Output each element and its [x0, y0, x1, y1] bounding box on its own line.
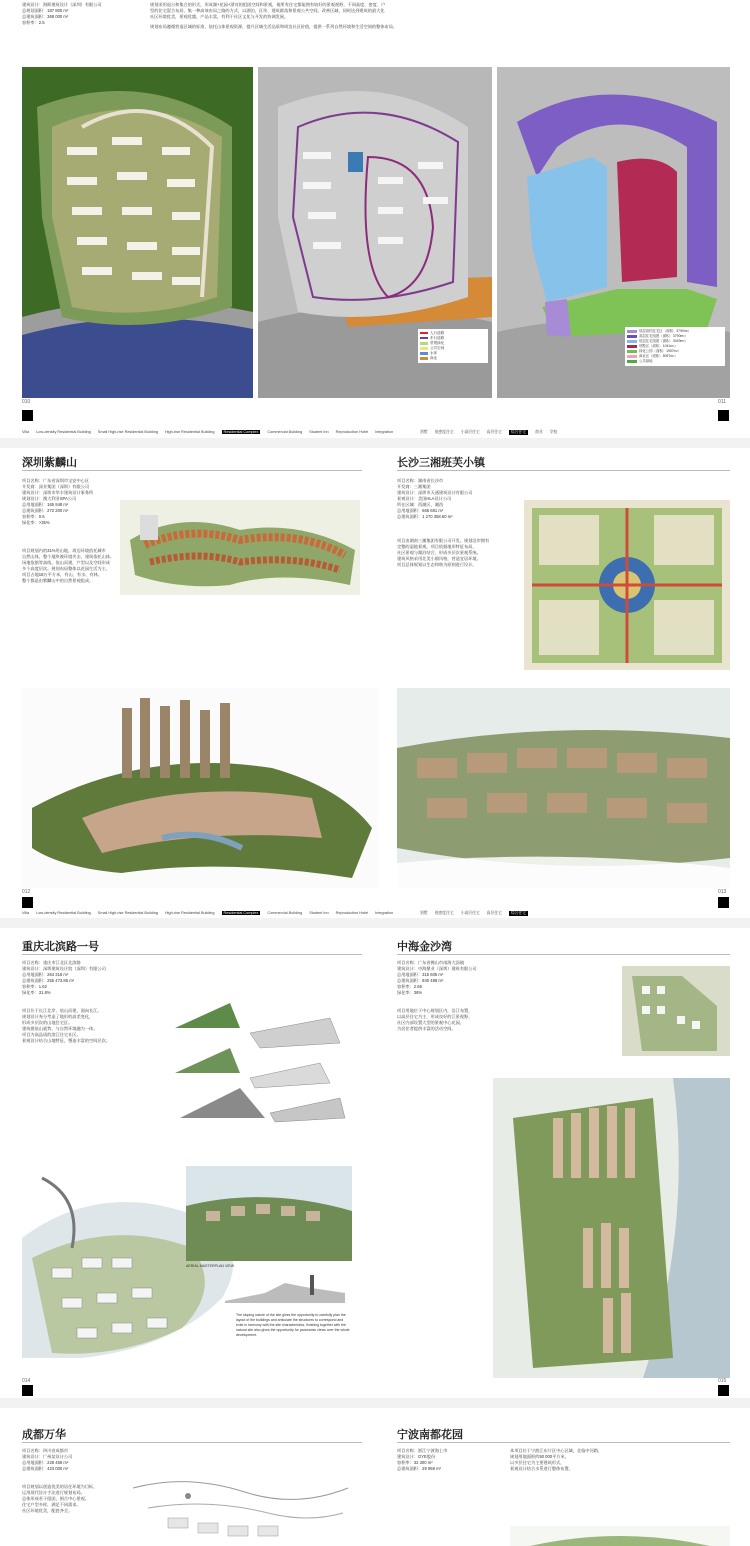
site-plan	[622, 966, 730, 1056]
project-description: 项目位于长江北岸，依山而建，面向长江。 规划设计充分考虑了地形的高差变化， 形成多层次的山地住宅区。 建筑群依山就势，与自然环境融为一体。 项目为高品质的滨江住宅社区。 景观设计结合山地特征，塑造丰富的空间层次。	[22, 1008, 110, 1043]
footer-item: Integration	[375, 430, 394, 434]
spread-2	[0, 448, 750, 918]
footer-item: 别墅	[420, 429, 428, 434]
legend-item: 高层住宅组团（面积：3790m²）	[627, 334, 723, 339]
footer-item: Low-density Residential Building	[36, 430, 91, 434]
corner-mark	[718, 410, 729, 421]
footer-item: 低密度住宅	[434, 429, 454, 434]
desc-line: 社区环境优美，景观优越，产品丰富，有利于社区文化与开发的协调发展。	[150, 14, 289, 19]
footer-item: 学校	[549, 429, 558, 434]
project-title: 深圳紫麟山	[22, 456, 77, 469]
project-title: 宁波南都花园	[397, 1428, 463, 1441]
desc-line: 型的住宅混合布局，集一种高效布局之路的方式，以湖泊、区块、建筑群落和景观公共空间，改善区域，同时达到建筑的最大化	[150, 8, 385, 13]
title-underline	[397, 954, 730, 955]
aerial-rendering	[397, 688, 730, 888]
legend-item: 绿化公园（面积：1957m²）	[627, 349, 723, 354]
info-line: 总规划面积：187 800 m²	[22, 8, 69, 13]
page-number-left: 014	[22, 1378, 31, 1384]
project-description: 项目规划以创造优美的居住环境为目标， 运用现代设计手法进行规划布局。 总体形成若干组团，围合中心景观。 住宅户型多样，满足不同需求。 社区环境优美，配套齐全。	[22, 1484, 98, 1513]
footer-item: 别墅	[420, 910, 428, 915]
project-info: 项目名称：重庆市江北区北滨路 建筑设计：深圳建筑设计院（深圳）有限公司 总用地面积：264 318 m² 总建筑面积：255 473.85 m² 容积率：1.62 绿化率：31.8%	[22, 960, 106, 995]
project-info: 项目名称：四川省成都市 建筑设计：广州某设计公司 总用地面积：228 459 m² 总建筑面积：423 000 m²	[22, 1448, 73, 1471]
info-line: 建筑设计：海斯建筑设计（深圳）有限公司	[22, 2, 102, 7]
page-footer	[0, 428, 750, 436]
aerial-view	[186, 1166, 352, 1261]
page-number-left: 012	[22, 889, 31, 895]
spread-1	[0, 0, 750, 438]
footer-item: 商业	[535, 429, 543, 434]
legend-item: 水体	[420, 351, 486, 356]
english-caption: The sloping nature of the site gives the opportunity to carefully plan the layout of the buildings and articulate the structures to correspond and exist in harmony with the site characteristics, finishing together with the natural site also gives the opportunity for panoramic views over the whole development.	[236, 1313, 350, 1337]
title-underline	[22, 954, 362, 955]
footer-item: 高层住宅	[486, 910, 502, 915]
project-title: 重庆北滨路一号	[22, 940, 99, 953]
page-number-right: 015	[718, 1378, 727, 1384]
footer-item: High-rise Residential Building	[164, 911, 215, 915]
page-footer	[0, 909, 750, 917]
aerial-rendering	[493, 1078, 730, 1378]
legend-item: 公共绿地	[627, 359, 723, 364]
legend-item: 低层住宅组团（面积：3049m²）	[627, 339, 723, 344]
footer-item: Reproduction Hotel	[335, 911, 369, 915]
site-plan	[128, 1468, 353, 1546]
legend-item: 低层高档住宅区（面积：3790m²）	[627, 329, 723, 334]
footer-item: Villa	[22, 430, 30, 434]
project-description: 项目由湖南三湘集团有限公司开发。规划沿岸拥有 完整的湿地景观，项目依据地形特征布局， 社区景观与湖泊结合，形成多层次景观系统。 建筑风格采用北美小镇风格，营造宜居环境。 项目总体规划以生态和谐为原则进行设计。	[397, 538, 490, 567]
page-number-right: 013	[718, 889, 727, 895]
legend-item: 景观绿化	[420, 341, 486, 346]
spread-3	[0, 928, 750, 1398]
zoning-plan	[497, 67, 730, 398]
section-profile	[225, 1273, 345, 1303]
title-underline	[22, 1442, 362, 1443]
spread-4	[0, 1408, 750, 1546]
footer-item: Student Inn	[309, 911, 329, 915]
footer-item: 低密度住宅	[434, 910, 454, 915]
site-plan	[120, 500, 360, 595]
footer-item: Commercial Building	[267, 430, 303, 434]
footer-item: High-rise Residential Building	[164, 430, 215, 434]
rendering-partial	[510, 1526, 730, 1546]
project-info: 项目名称：广东省佛山市南海大沥镇 建筑设计：中海鼎业（深圳）建筑有限公司 总用地面积：315 605 m² 总建筑面积：840 488 m² 容积率：2.66 绿化率：36%	[397, 960, 477, 995]
project-title: 成都万华	[22, 1428, 66, 1441]
footer-item: 小高层住宅	[460, 910, 480, 915]
site-plan	[524, 500, 730, 670]
project-title: 长沙三湘班芙小镇	[397, 456, 485, 469]
info-line: 容积率：2.5	[22, 20, 45, 25]
desc-line: 规划采用退台和集合的形式，形成湖+花园+漂亮的组团空间和景观，使所有住宅都能拥有较好的景观视野，不同高度、密度、户	[150, 2, 386, 7]
project-title: 中海金沙湾	[397, 940, 452, 953]
footer-item: Integration	[375, 911, 394, 915]
page-number-right: 011	[718, 399, 726, 405]
footer-item-active: Residential Complex	[223, 911, 259, 915]
legend-item: 别墅区（面积：1041m²）	[627, 344, 723, 349]
circulation-plan	[258, 67, 492, 398]
aerial-rendering	[22, 688, 378, 888]
legend-item: 人行道路	[420, 331, 486, 336]
footer-item: Low-density Residential Building	[36, 911, 91, 915]
footer-item-active: Residential Complex	[223, 430, 259, 434]
footer-item: Commercial Building	[267, 911, 303, 915]
legend-item: 商业区（面积：5057m²）	[627, 354, 723, 359]
footer-item: 小高层住宅	[460, 429, 480, 434]
footer-item: Small High-rise Residential Building	[97, 911, 158, 915]
title-underline	[22, 470, 362, 471]
corner-mark	[22, 1385, 33, 1396]
legend-item: 车行道路	[420, 336, 486, 341]
footer-item: Reproduction Hotel	[335, 430, 369, 434]
footer-item: Villa	[22, 911, 30, 915]
footer-item-active: 综合住宅	[510, 910, 527, 915]
corner-mark	[718, 1385, 729, 1396]
section-diagrams	[170, 988, 350, 1128]
footer-item: Student Inn	[309, 430, 329, 434]
legend-item: 公共空间	[420, 346, 486, 351]
project-description	[150, 2, 550, 30]
project-description: 本项目位于宁波江东片区中心区域，北临中河路， 规划用地面积约50 000平方米， 以多层住宅为主要建筑形式， 景观设计结合水系进行整体布置。	[510, 1448, 603, 1471]
corner-mark	[22, 897, 33, 908]
footer-item-active: 综合住宅	[510, 429, 527, 434]
title-underline	[397, 470, 730, 471]
corner-mark	[718, 897, 729, 908]
aerial-label: AERIAL MASTERPLAN VIEW	[186, 1264, 235, 1268]
corner-mark	[22, 410, 33, 421]
project-info: 项目名称：湖南省长沙市 开发商：三湘集团 建筑设计：深圳市天通建筑设计有限公司 景观设计：美国HLA设计公司 所在区域：西湖区、湘西 总用地面积：666 681 m² 总建筑面积：1 270 358.60 m²	[397, 478, 473, 519]
page-number-left: 010	[22, 399, 31, 405]
desc-line: 规划布局遵循营造区域的标准，依托山体景观资源，提升区域生活品质和周边社区价值，提供一系列自然环境和生活空间的整体布局。	[150, 24, 398, 29]
legend-circulation	[418, 329, 488, 363]
project-description: 项目用地位于中心规划区内，沿江布置， 以高层住宅为主，形成良好的江景视野。 社区内部设置大型的景观中心花园， 为居住者提供丰富的活动空间。	[397, 1008, 473, 1031]
footer-item: 高层住宅	[486, 429, 502, 434]
masterplan-color	[22, 67, 253, 398]
info-line: 总建筑面积：368 000 m²	[22, 14, 69, 19]
legend-item: 商业	[420, 356, 486, 361]
project-info	[22, 2, 132, 26]
title-underline	[397, 1442, 730, 1443]
project-info: 项目名称：广东省深圳市宝安中心区 开发商：深业集团（深圳）有限公司 建筑设计：深圳市华丰建筑设计事务所 规划设计：澳大利亚SPA公司 总用地面积：165 948 m² 总建筑面积：272 200 m² 容积率：0.6 绿化率：>35%	[22, 478, 94, 525]
legend-zoning	[625, 327, 725, 366]
project-info: 项目名称：浙江宁波海上市 建筑设计：GYE股份 容积率：32 300 m² 总建筑面积：29 959 m²	[397, 1448, 448, 1471]
footer-item: Small High-rise Residential Building	[97, 430, 158, 434]
project-description: 项目规划内的31%用山地，周边环境依托城市 自然山体，整个地块被环境夹击，建筑依托山体。 场地依据等高线，依山而建，户型以及空间形成 多个高度层次。规划布局整体以花园生活为主。 项目占地18万平方米，有山、有水、有林。 整个都是由紫麟山中的自然景观组成。	[22, 548, 115, 583]
